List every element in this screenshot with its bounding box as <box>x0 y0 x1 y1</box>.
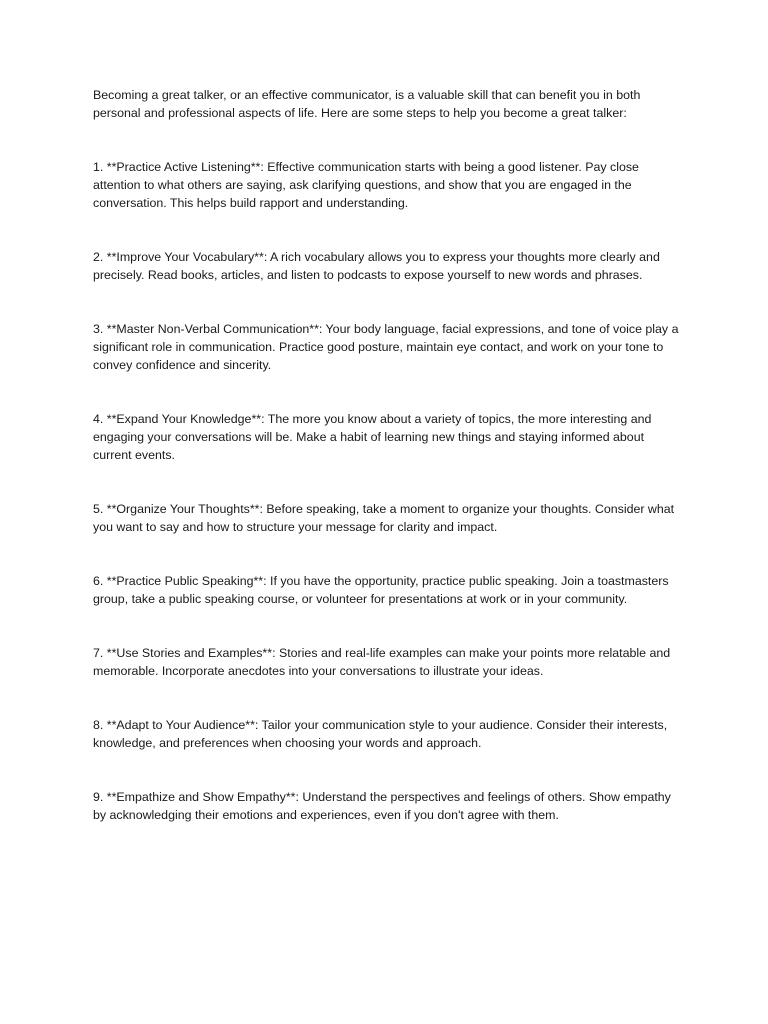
step-8-paragraph: 8. **Adapt to Your Audience**: Tailor your communication style to your audience. Consider their interests, knowledge, and preferences when choosing your words and approach. <box>93 718 668 750</box>
step-3-paragraph: 3. **Master Non-Verbal Communication**: Your body language, facial expressions, and tone of voice play a significant role in communication. Practice good posture, maintain eye contact, and work on your tone to convey confidence and sincerity. <box>93 322 679 372</box>
step-6-paragraph: 6. **Practice Public Speaking**: If you have the opportunity, practice public speaking. Join a toastmasters group, take a public speaking course, or volunteer for presentations at work or in your community. <box>93 574 669 606</box>
step-7-paragraph: 7. **Use Stories and Examples**: Stories and real-life examples can make your points more relatable and memorable. Incorporate anecdotes into your conversations to illustrate your ideas. <box>93 646 671 678</box>
intro-paragraph: Becoming a great talker, or an effective communicator, is a valuable skill that can benefit you in both personal and professional aspects of life. Here are some steps to help you become a great talker: <box>93 88 641 120</box>
step-4-paragraph: 4. **Expand Your Knowledge**: The more you know about a variety of topics, the more interesting and engaging your conversations will be. Make a habit of learning new things and staying informed about current events. <box>93 412 652 462</box>
step-5-paragraph: 5. **Organize Your Thoughts**: Before speaking, take a moment to organize your thoughts. Consider what you want to say and how to structure your message for clarity and impact. <box>93 502 675 534</box>
step-9-paragraph: 9. **Empathize and Show Empathy**: Understand the perspectives and feelings of others. Show empathy by acknowledging their emotions and experiences, even if you don't agree with them. <box>93 790 671 822</box>
step-1-paragraph: 1. **Practice Active Listening**: Effective communication starts with being a good listener. Pay close attention to what others are saying, ask clarifying questions, and show that you are engaged in the conversation. This helps build rapport and understanding. <box>93 160 639 210</box>
document-page <box>93 86 683 860</box>
step-2-paragraph: 2. **Improve Your Vocabulary**: A rich vocabulary allows you to express your thoughts more clearly and precisely. Read books, articles, and listen to podcasts to expose yourself to new words and phrases. <box>93 250 660 282</box>
